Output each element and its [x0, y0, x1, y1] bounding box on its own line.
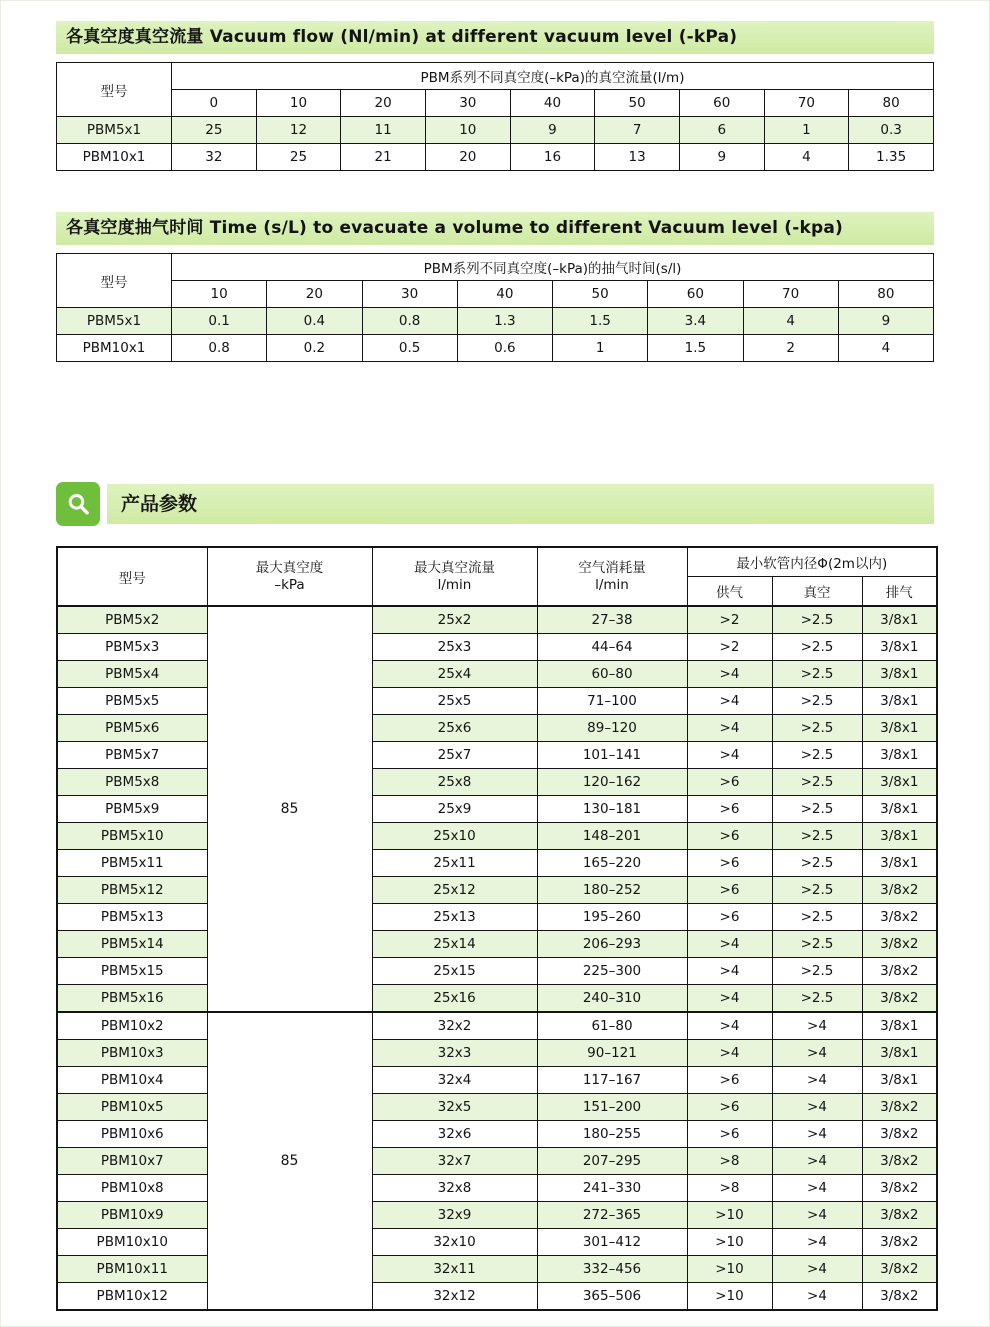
params-vacuum-cell: >2.5 — [772, 958, 862, 985]
flow-col-header: 80 — [849, 90, 934, 117]
time-value-cell: 1.5 — [648, 335, 743, 362]
params-model-cell: PBM5x11 — [57, 850, 207, 877]
params-air-cell: 272–365 — [537, 1202, 687, 1229]
params-exhaust-cell: 3/8x1 — [862, 661, 937, 688]
time-header-row — [57, 254, 934, 281]
params-air-cell: 148–201 — [537, 823, 687, 850]
params-exhaust-cell: 3/8x2 — [862, 1256, 937, 1283]
params-supply-cell: >6 — [687, 904, 772, 931]
params-supply-cell: >6 — [687, 823, 772, 850]
params-vacuum-cell: >2.5 — [772, 634, 862, 661]
params-flow-cell: 25x4 — [372, 661, 537, 688]
params-exhaust-cell: 3/8x1 — [862, 823, 937, 850]
params-exhaust-cell: 3/8x2 — [862, 985, 937, 1013]
vacuum-flow-title-bar — [56, 21, 934, 54]
flow-value-cell: 12 — [256, 117, 341, 144]
params-max-vacuum-cell: 85 — [207, 606, 372, 1012]
params-row — [57, 1256, 937, 1283]
product-params-header — [56, 482, 934, 526]
flow-value-cell: 10 — [425, 117, 510, 144]
params-row — [57, 1283, 937, 1311]
params-exhaust-cell: 3/8x2 — [862, 1283, 937, 1311]
time-col-header: 20 — [267, 281, 362, 308]
params-vacuum-cell: >4 — [772, 1256, 862, 1283]
params-air-cell: 165–220 — [537, 850, 687, 877]
params-flow-cell: 25x7 — [372, 742, 537, 769]
flow-col-header: 50 — [595, 90, 680, 117]
params-vacuum-cell: >4 — [772, 1094, 862, 1121]
params-exhaust-cell: 3/8x1 — [862, 1040, 937, 1067]
params-vacuum-cell: >2.5 — [772, 688, 862, 715]
params-model-cell: PBM10x9 — [57, 1202, 207, 1229]
flow-value-cell: 13 — [595, 144, 680, 171]
flow-value-cell: 6 — [679, 117, 764, 144]
vacuum-flow-title: 各真空度真空流量 Vacuum flow (Nl/min) at different vacuum level (-kPa) — [66, 27, 738, 47]
params-supply-cell: >10 — [687, 1229, 772, 1256]
time-col-header: 30 — [362, 281, 457, 308]
params-supply-header: 供气 — [687, 577, 772, 607]
params-supply-cell: >4 — [687, 715, 772, 742]
params-exhaust-cell: 3/8x2 — [862, 1175, 937, 1202]
params-row — [57, 688, 937, 715]
params-row — [57, 1229, 937, 1256]
time-value-cell: 4 — [838, 335, 933, 362]
time-col-header: 50 — [553, 281, 648, 308]
flow-model-header: 型号 — [57, 63, 172, 117]
params-model-cell: PBM10x3 — [57, 1040, 207, 1067]
flow-value-cell: 25 — [172, 117, 257, 144]
params-row — [57, 850, 937, 877]
params-air-cell: 241–330 — [537, 1175, 687, 1202]
params-flow-cell: 32x7 — [372, 1148, 537, 1175]
flow-col-header: 0 — [172, 90, 257, 117]
params-vacuum-cell: >4 — [772, 1202, 862, 1229]
params-exhaust-cell: 3/8x1 — [862, 850, 937, 877]
time-model-cell: PBM5x1 — [57, 308, 172, 335]
params-supply-cell: >4 — [687, 661, 772, 688]
params-supply-cell: >4 — [687, 1040, 772, 1067]
vacuum-flow-table — [56, 62, 934, 171]
flow-header-row — [57, 63, 934, 90]
flow-col-header: 30 — [425, 90, 510, 117]
params-model-cell: PBM5x12 — [57, 877, 207, 904]
time-value-cell: 0.4 — [267, 308, 362, 335]
params-vacuum-cell: >4 — [772, 1229, 862, 1256]
flow-model-cell: PBM5x1 — [57, 117, 172, 144]
params-air-cell: 207–295 — [537, 1148, 687, 1175]
flow-value-cell: 7 — [595, 117, 680, 144]
params-flow-cell: 25x10 — [372, 823, 537, 850]
params-air-cell: 195–260 — [537, 904, 687, 931]
params-supply-cell: >6 — [687, 1121, 772, 1148]
params-air-cell: 180–252 — [537, 877, 687, 904]
time-value-cell: 9 — [838, 308, 933, 335]
params-flow-cell: 32x5 — [372, 1094, 537, 1121]
flow-row — [57, 117, 934, 144]
params-air-cell: 90–121 — [537, 1040, 687, 1067]
params-vacuum-cell: >2.5 — [772, 769, 862, 796]
params-vacuum-cell: >2.5 — [772, 931, 862, 958]
params-vacuum-cell: >2.5 — [772, 661, 862, 688]
params-row — [57, 877, 937, 904]
params-exhaust-cell: 3/8x1 — [862, 769, 937, 796]
time-model-cell: PBM10x1 — [57, 335, 172, 362]
params-supply-cell: >6 — [687, 1067, 772, 1094]
time-value-cell: 0.6 — [457, 335, 552, 362]
params-row — [57, 1012, 937, 1040]
params-flow-cell: 25x12 — [372, 877, 537, 904]
params-air-cell: 332–456 — [537, 1256, 687, 1283]
params-exhaust-cell: 3/8x2 — [862, 877, 937, 904]
params-air-cell: 60–80 — [537, 661, 687, 688]
flow-value-cell: 4 — [764, 144, 849, 171]
params-model-cell: PBM10x10 — [57, 1229, 207, 1256]
params-model-cell: PBM5x10 — [57, 823, 207, 850]
params-row — [57, 1148, 937, 1175]
params-row — [57, 1094, 937, 1121]
params-model-cell: PBM5x2 — [57, 606, 207, 634]
params-model-cell: PBM5x6 — [57, 715, 207, 742]
time-value-cell: 0.1 — [172, 308, 267, 335]
time-value-cell: 0.8 — [172, 335, 267, 362]
params-air-cell: 301–412 — [537, 1229, 687, 1256]
params-model-cell: PBM10x11 — [57, 1256, 207, 1283]
flow-col-header: 10 — [256, 90, 341, 117]
flow-columns-row — [57, 90, 934, 117]
params-row — [57, 796, 937, 823]
params-row — [57, 1040, 937, 1067]
params-air-cell: 206–293 — [537, 931, 687, 958]
params-flow-cell: 25x13 — [372, 904, 537, 931]
params-air-cell: 180–255 — [537, 1121, 687, 1148]
params-supply-cell: >10 — [687, 1256, 772, 1283]
params-vacuum-cell: >2.5 — [772, 742, 862, 769]
evacuate-time-title: 各真空度抽气时间 Time (s/L) to evacuate a volume to different Vacuum level (-kpa) — [66, 218, 843, 238]
params-supply-cell: >6 — [687, 796, 772, 823]
product-params-table — [56, 546, 938, 1311]
params-flow-cell: 32x8 — [372, 1175, 537, 1202]
evacuate-time-table — [56, 253, 934, 362]
flow-span-header: PBM系列不同真空度(–kPa)的真空流量(l/m) — [172, 63, 934, 90]
time-col-header: 10 — [172, 281, 267, 308]
params-row — [57, 1121, 937, 1148]
time-value-cell: 1.5 — [553, 308, 648, 335]
params-exhaust-cell: 3/8x2 — [862, 958, 937, 985]
params-flow-cell: 32x4 — [372, 1067, 537, 1094]
params-max-vacuum-cell: 85 — [207, 1012, 372, 1310]
flow-col-header: 40 — [510, 90, 595, 117]
params-vacuum-cell: >2.5 — [772, 985, 862, 1013]
flow-value-cell: 1 — [764, 117, 849, 144]
params-supply-cell: >4 — [687, 688, 772, 715]
time-value-cell: 2 — [743, 335, 838, 362]
params-vacuum-header: 真空 — [772, 577, 862, 607]
product-params-title: 产品参数 — [107, 484, 934, 524]
params-vacuum-cell: >2.5 — [772, 877, 862, 904]
time-value-cell: 0.2 — [267, 335, 362, 362]
params-flow-cell: 25x14 — [372, 931, 537, 958]
params-exhaust-cell: 3/8x2 — [862, 1094, 937, 1121]
params-exhaust-header: 排气 — [862, 577, 937, 607]
time-value-cell: 3.4 — [648, 308, 743, 335]
params-air-cell: 71–100 — [537, 688, 687, 715]
params-air-cell: 225–300 — [537, 958, 687, 985]
params-exhaust-cell: 3/8x1 — [862, 742, 937, 769]
params-flow-cell: 32x2 — [372, 1012, 537, 1040]
params-row — [57, 1202, 937, 1229]
flow-value-cell: 20 — [425, 144, 510, 171]
params-model-cell: PBM10x5 — [57, 1094, 207, 1121]
params-flow-cell: 32x3 — [372, 1040, 537, 1067]
params-supply-cell: >10 — [687, 1202, 772, 1229]
params-exhaust-cell: 3/8x2 — [862, 904, 937, 931]
params-model-cell: PBM10x4 — [57, 1067, 207, 1094]
params-header-row-1 — [57, 547, 937, 577]
params-exhaust-cell: 3/8x1 — [862, 606, 937, 634]
magnifier-icon — [56, 482, 100, 526]
params-supply-cell: >2 — [687, 634, 772, 661]
params-flow-cell: 25x6 — [372, 715, 537, 742]
params-supply-cell: >4 — [687, 958, 772, 985]
params-exhaust-cell: 3/8x2 — [862, 1202, 937, 1229]
params-vacuum-cell: >4 — [772, 1012, 862, 1040]
params-air-cell: 89–120 — [537, 715, 687, 742]
params-flow-cell: 25x9 — [372, 796, 537, 823]
params-model-cell: PBM10x2 — [57, 1012, 207, 1040]
time-col-header: 70 — [743, 281, 838, 308]
params-row — [57, 823, 937, 850]
params-exhaust-cell: 3/8x2 — [862, 1121, 937, 1148]
params-air-cell: 240–310 — [537, 985, 687, 1013]
params-row — [57, 958, 937, 985]
flow-value-cell: 32 — [172, 144, 257, 171]
time-value-cell: 0.5 — [362, 335, 457, 362]
params-vacuum-cell: >4 — [772, 1175, 862, 1202]
params-supply-cell: >6 — [687, 769, 772, 796]
params-vacuum-cell: >2.5 — [772, 606, 862, 634]
params-air-cell: 120–162 — [537, 769, 687, 796]
time-value-cell: 1 — [553, 335, 648, 362]
flow-col-header: 70 — [764, 90, 849, 117]
time-row — [57, 335, 934, 362]
params-row — [57, 1175, 937, 1202]
params-row — [57, 985, 937, 1013]
params-vacuum-cell: >2.5 — [772, 715, 862, 742]
params-row — [57, 769, 937, 796]
params-air-cell: 44–64 — [537, 634, 687, 661]
params-supply-cell: >2 — [687, 606, 772, 634]
params-air-cell: 27–38 — [537, 606, 687, 634]
params-row — [57, 715, 937, 742]
params-exhaust-cell: 3/8x1 — [862, 1067, 937, 1094]
time-row — [57, 308, 934, 335]
params-air-cell: 61–80 — [537, 1012, 687, 1040]
params-flow-cell: 25x8 — [372, 769, 537, 796]
params-exhaust-cell: 3/8x1 — [862, 1012, 937, 1040]
params-flow-cell: 25x3 — [372, 634, 537, 661]
params-air-cell: 151–200 — [537, 1094, 687, 1121]
params-flow-cell: 32x10 — [372, 1229, 537, 1256]
params-max-vacuum-header: 最大真空度 –kPa — [207, 547, 372, 606]
params-exhaust-cell: 3/8x2 — [862, 931, 937, 958]
params-flow-cell: 25x5 — [372, 688, 537, 715]
time-value-cell: 4 — [743, 308, 838, 335]
params-row — [57, 904, 937, 931]
params-model-cell: PBM5x9 — [57, 796, 207, 823]
time-value-cell: 0.8 — [362, 308, 457, 335]
params-vacuum-cell: >4 — [772, 1283, 862, 1311]
flow-value-cell: 0.3 — [849, 117, 934, 144]
time-value-cell: 1.3 — [457, 308, 552, 335]
params-supply-cell: >4 — [687, 1012, 772, 1040]
flow-col-header: 60 — [679, 90, 764, 117]
params-supply-cell: >4 — [687, 931, 772, 958]
params-model-cell: PBM10x12 — [57, 1283, 207, 1311]
params-flow-cell: 25x16 — [372, 985, 537, 1013]
params-model-cell: PBM5x4 — [57, 661, 207, 688]
params-air-cell: 130–181 — [537, 796, 687, 823]
params-row — [57, 742, 937, 769]
params-exhaust-cell: 3/8x1 — [862, 796, 937, 823]
flow-value-cell: 9 — [679, 144, 764, 171]
params-model-header: 型号 — [57, 547, 207, 606]
params-flow-cell: 25x15 — [372, 958, 537, 985]
flow-value-cell: 16 — [510, 144, 595, 171]
params-supply-cell: >6 — [687, 850, 772, 877]
params-supply-cell: >4 — [687, 742, 772, 769]
params-air-header: 空气消耗量 l/min — [537, 547, 687, 606]
params-exhaust-cell: 3/8x2 — [862, 1229, 937, 1256]
params-air-cell: 101–141 — [537, 742, 687, 769]
params-flow-cell: 32x12 — [372, 1283, 537, 1311]
flow-value-cell: 25 — [256, 144, 341, 171]
params-model-cell: PBM5x14 — [57, 931, 207, 958]
params-vacuum-cell: >2.5 — [772, 850, 862, 877]
flow-model-cell: PBM10x1 — [57, 144, 172, 171]
params-vacuum-cell: >2.5 — [772, 904, 862, 931]
params-model-cell: PBM10x8 — [57, 1175, 207, 1202]
time-columns-row — [57, 281, 934, 308]
params-vacuum-cell: >2.5 — [772, 796, 862, 823]
time-col-header: 80 — [838, 281, 933, 308]
params-row — [57, 931, 937, 958]
params-supply-cell: >10 — [687, 1283, 772, 1311]
flow-value-cell: 9 — [510, 117, 595, 144]
params-max-flow-header: 最大真空流量 l/min — [372, 547, 537, 606]
params-model-cell: PBM5x15 — [57, 958, 207, 985]
params-supply-cell: >8 — [687, 1175, 772, 1202]
params-flow-cell: 32x6 — [372, 1121, 537, 1148]
time-col-header: 40 — [457, 281, 552, 308]
params-flow-cell: 25x11 — [372, 850, 537, 877]
params-row — [57, 634, 937, 661]
params-vacuum-cell: >4 — [772, 1148, 862, 1175]
params-flow-cell: 32x11 — [372, 1256, 537, 1283]
params-vacuum-cell: >4 — [772, 1121, 862, 1148]
params-supply-cell: >8 — [687, 1148, 772, 1175]
params-exhaust-cell: 3/8x1 — [862, 688, 937, 715]
params-min-hose-header: 最小软管内径Φ(2m以内) — [687, 547, 937, 577]
params-model-cell: PBM5x16 — [57, 985, 207, 1013]
params-flow-cell: 32x9 — [372, 1202, 537, 1229]
params-model-cell: PBM5x13 — [57, 904, 207, 931]
params-air-cell: 117–167 — [537, 1067, 687, 1094]
flow-col-header: 20 — [341, 90, 426, 117]
time-col-header: 60 — [648, 281, 743, 308]
params-model-cell: PBM5x5 — [57, 688, 207, 715]
params-exhaust-cell: 3/8x1 — [862, 634, 937, 661]
params-model-cell: PBM5x7 — [57, 742, 207, 769]
params-supply-cell: >6 — [687, 1094, 772, 1121]
flow-value-cell: 21 — [341, 144, 426, 171]
time-span-header: PBM系列不同真空度(–kPa)的抽气时间(s/l) — [172, 254, 934, 281]
flow-value-cell: 11 — [341, 117, 426, 144]
params-vacuum-cell: >2.5 — [772, 823, 862, 850]
params-air-cell: 365–506 — [537, 1283, 687, 1311]
params-model-cell: PBM5x3 — [57, 634, 207, 661]
flow-value-cell: 1.35 — [849, 144, 934, 171]
params-model-cell: PBM10x6 — [57, 1121, 207, 1148]
params-row — [57, 1067, 937, 1094]
params-flow-cell: 25x2 — [372, 606, 537, 634]
time-model-header: 型号 — [57, 254, 172, 308]
evacuate-time-title-bar — [56, 212, 934, 245]
params-row — [57, 661, 937, 688]
params-model-cell: PBM5x8 — [57, 769, 207, 796]
flow-row — [57, 144, 934, 171]
params-vacuum-cell: >4 — [772, 1040, 862, 1067]
params-vacuum-cell: >4 — [772, 1067, 862, 1094]
params-supply-cell: >6 — [687, 877, 772, 904]
params-exhaust-cell: 3/8x2 — [862, 1148, 937, 1175]
params-model-cell: PBM10x7 — [57, 1148, 207, 1175]
params-row — [57, 606, 937, 634]
params-supply-cell: >4 — [687, 985, 772, 1013]
params-exhaust-cell: 3/8x1 — [862, 715, 937, 742]
